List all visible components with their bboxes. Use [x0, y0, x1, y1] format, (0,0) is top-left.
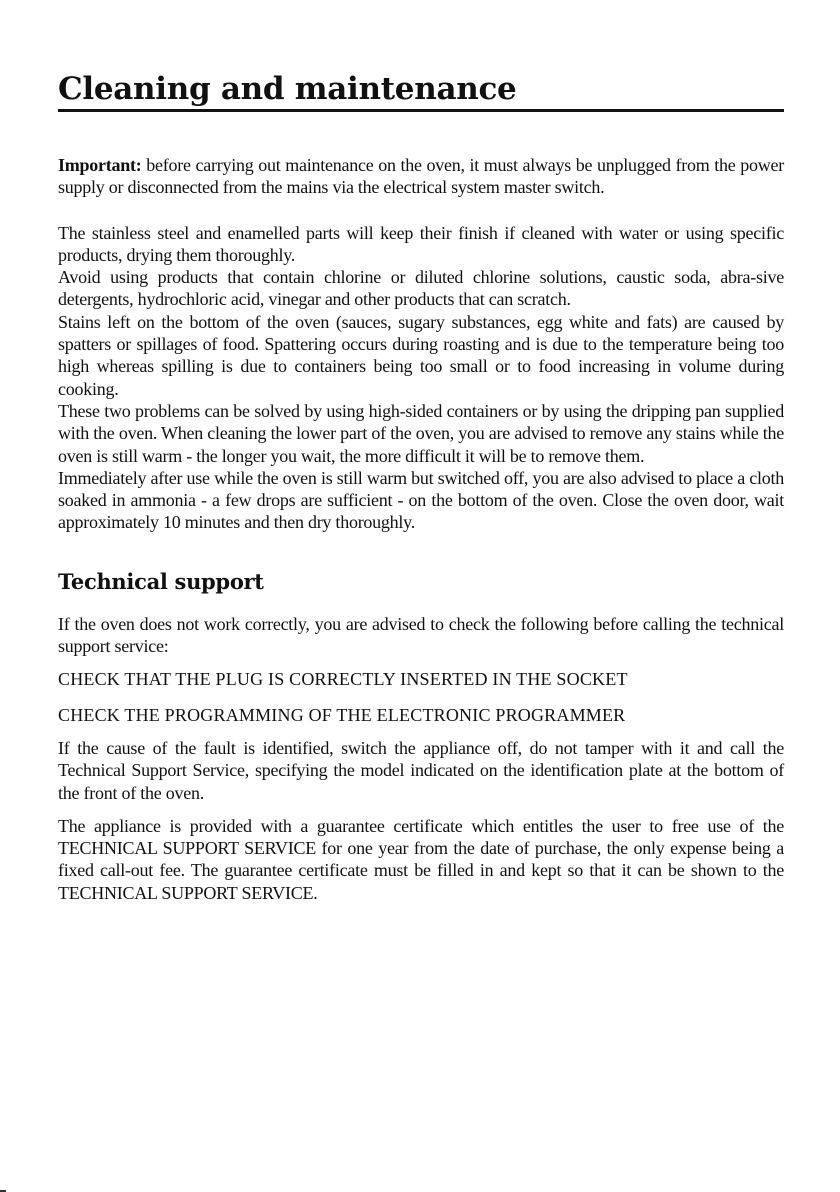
- technical-support-heading: Technical support: [58, 568, 264, 594]
- important-label: Important:: [58, 155, 142, 175]
- cleaning-paragraph: Avoid using products that contain chlorine or diluted chlorine solutions, caustic soda, abra-sive detergents, hydrochloric acid, vinegar and other products that can scratch.: [58, 267, 784, 310]
- document-page: [58, 70, 784, 904]
- important-text: before carrying out maintenance on the oven, it must always be unplugged from the power supply or disconnected from the mains via the electrical system master switch.: [58, 155, 784, 198]
- fault-paragraph: If the cause of the fault is identified, switch the appliance off, do not tamper with it and call the Technical Support Service, specifying the model indicated on the identification plate at the bottom of the front of the oven.: [58, 737, 784, 803]
- cleaning-paragraph: Stains left on the bottom of the oven (sauces, sugary substances, egg white and fats) are caused by spatters or spillages of food. Spattering occurs during roasting and is due to the temperature being too high whereas spilling is due to containers being too small or to food increasing in volume during cooking.: [58, 311, 784, 399]
- page-title: Cleaning and maintenance: [58, 71, 517, 107]
- title-underline: [58, 109, 784, 112]
- check-plug-instruction: CHECK THAT THE PLUG IS CORRECTLY INSERTED IN THE SOCKET: [58, 669, 628, 690]
- cleaning-paragraph: Immediately after use while the oven is still warm but switched off, you are also advised to place a cloth soaked in ammonia - a few drops are sufficient - on the bottom of the oven. Close the oven door, wait approximately 10 minutes and then dry thoroughly.: [58, 467, 784, 533]
- cleaning-paragraph: These two problems can be solved by using high-sided containers or by using the dripping pan supplied with the oven. When cleaning the lower part of the oven, you are advised to remove any stains while the oven is still warm - the longer you wait, the more difficult it will be to remove them.: [58, 400, 784, 466]
- important-notice: [58, 154, 784, 199]
- cleaning-instructions: [58, 222, 784, 534]
- check-programmer-instruction: CHECK THE PROGRAMMING OF THE ELECTRONIC PROGRAMMER: [58, 704, 626, 725]
- cleaning-paragraph: The stainless steel and enamelled parts will keep their finish if cleaned with water or using specific products, drying them thoroughly.: [58, 222, 784, 265]
- technical-support-intro: If the oven does not work correctly, you are advised to check the following before calling the technical support service:: [58, 613, 784, 657]
- guarantee-paragraph: The appliance is provided with a guarantee certificate which entitles the user to free use of the TECHNICAL SUPPORT SERVICE for one year from the date of purchase, the only expense being a fixed call-out fee. The guarantee certificate must be filled in and kept so that it can be shown to the TECHNICAL SUPPORT SERVICE.: [58, 815, 784, 903]
